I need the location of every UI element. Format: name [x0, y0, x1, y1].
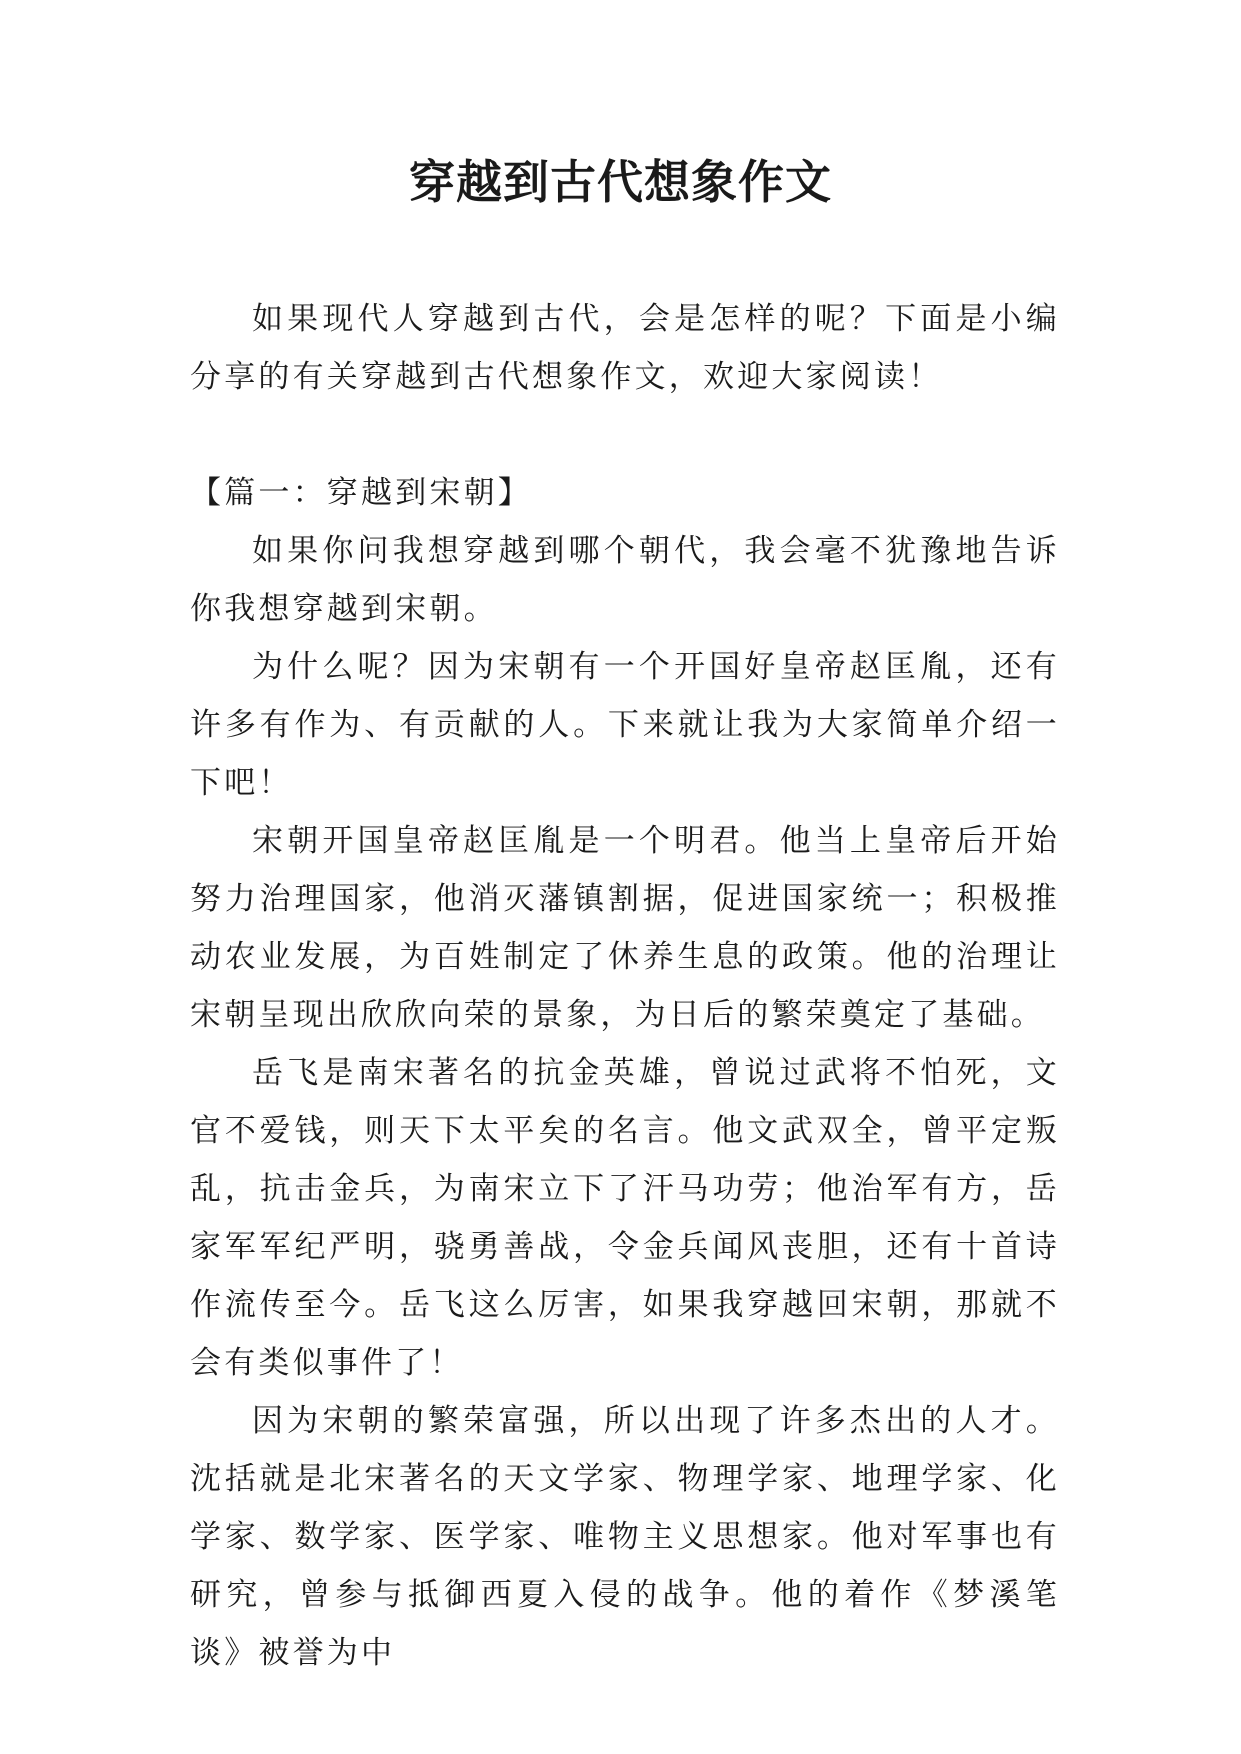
- body-paragraph: 因为宋朝的繁荣富强，所以出现了许多杰出的人才。沈括就是北宋著名的天文学家、物理学家、地理学家、化学家、数学家、医学家、唯物主义思想家。他对军事也有研究，曾参与抵御西夏入侵的战争。他的着作《梦溪笔谈》被誉为中: [190, 1403, 1060, 1671]
- body-paragraph: 为什么呢？因为宋朝有一个开国好皇帝赵匡胤，还有许多有作为、有贡献的人。下来就让我为大家简单介绍一下吧！: [190, 649, 1060, 801]
- body-paragraph: 宋朝开国皇帝赵匡胤是一个明君。他当上皇帝后开始努力治理国家，他消灭藩镇割据，促进国家统一；积极推动农业发展，为百姓制定了休养生息的政策。他的治理让宋朝呈现出欣欣向荣的景象，为日后的繁荣奠定了基础。: [190, 823, 1060, 1033]
- body-paragraph: 如果你问我想穿越到哪个朝代，我会毫不犹豫地告诉你我想穿越到宋朝。: [190, 533, 1060, 627]
- document-body: [190, 290, 1060, 1682]
- body-paragraph: 岳飞是南宋著名的抗金英雄，曾说过武将不怕死，文官不爱钱，则天下太平矣的名言。他文武双全，曾平定叛乱，抗击金兵，为南宋立下了汗马功劳；他治军有方，岳家军军纪严明，骁勇善战，令金兵闻风丧胆，还有十首诗作流传至今。岳飞这么厉害，如果我穿越回宋朝，那就不会有类似事件了！: [190, 1055, 1060, 1381]
- intro-paragraph: 如果现代人穿越到古代，会是怎样的呢？下面是小编分享的有关穿越到古代想象作文，欢迎大家阅读！: [190, 301, 1060, 395]
- document-title: 穿越到古代想象作文: [409, 155, 832, 209]
- section-heading: 【篇一：穿越到宋朝】: [190, 475, 532, 511]
